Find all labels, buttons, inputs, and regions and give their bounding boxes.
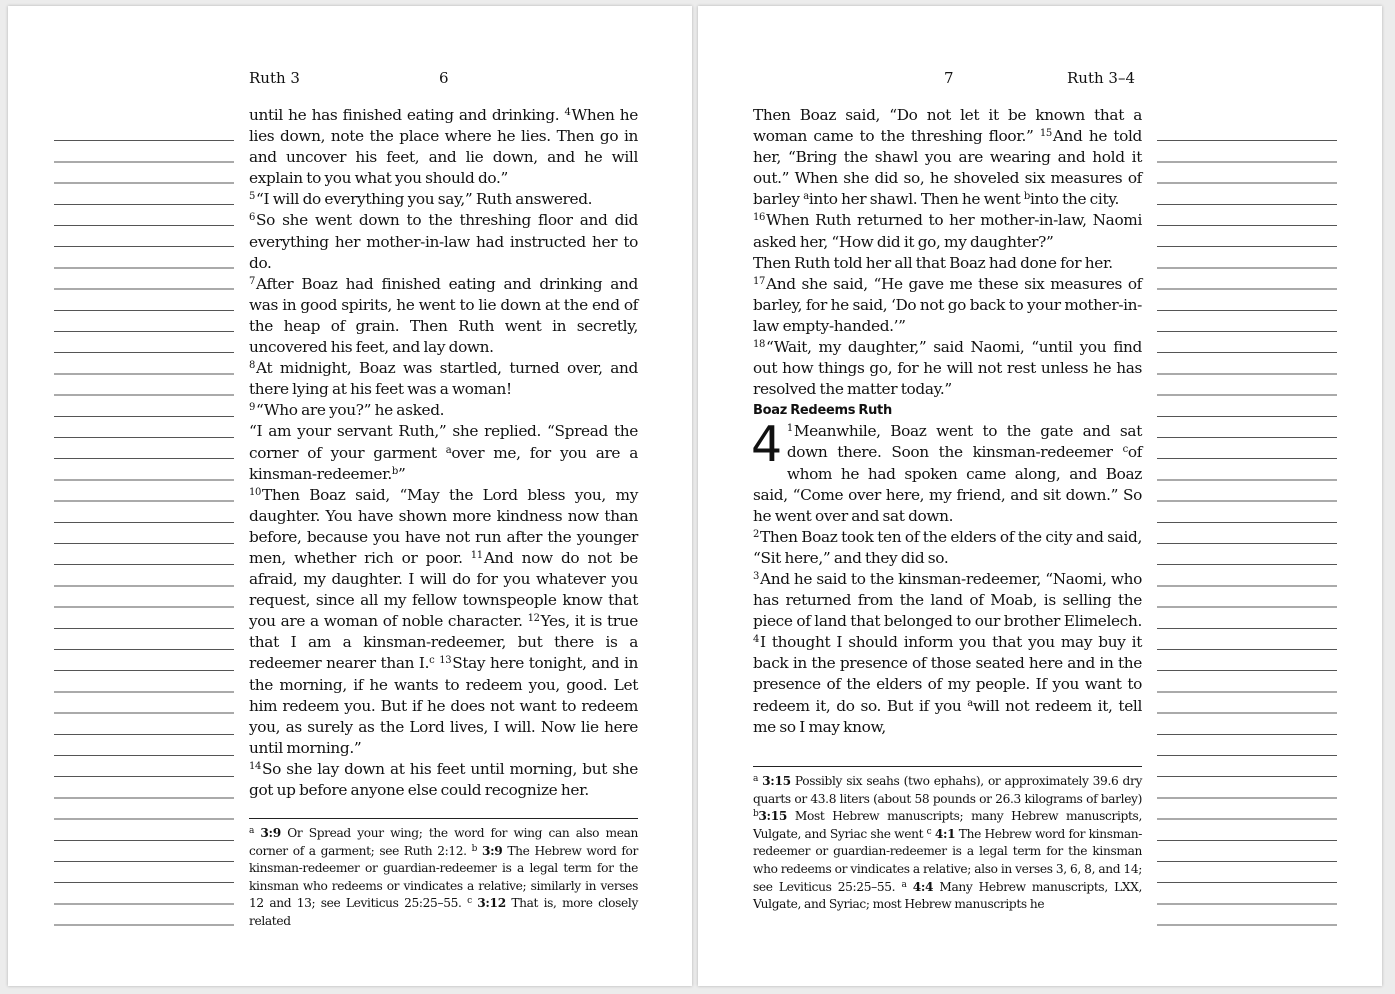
footnote-marker: a [249,826,255,836]
note-lines [54,120,234,930]
text-run: And she said, “He gave me these six measures of barley, for he said, ‘Do not go back to your mother-in-law empty-handed.’” [753,274,1142,335]
verse-number: 13 [439,655,452,667]
verse-number: 4 [564,107,571,118]
footnotes [753,773,1142,914]
text-run: Stay here tonight, and in the morning, if he wants to redeem you, good. Let him redeem you. But if he does not want to redeem you, as surely as the Lord lives, I will. Now lie here until morning.” [249,654,639,757]
text-run: Most Hebrew manuscripts; many Hebrew manuscripts, Vulgate, and Syriac she went [753,809,1142,841]
right-page [698,6,1382,986]
verse-paragraph [249,210,638,273]
footnote-marker: a [967,697,973,709]
verse-number: 9 [249,402,256,414]
text-run: I thought I should inform you that you may buy it back in the presence of those seated here and in the presence of the elders of my people. If you want to redeem it, do so. But if you [753,633,1142,715]
note-lines [1157,120,1337,930]
verse-paragraph [753,337,1142,400]
text-run: And he told her, “Bring the shawl you are wearing and hold it out.” When she did so, he shoveled six measures of barley [753,127,1142,209]
footnote-marker: a [753,774,759,784]
text-run: Then Boaz took ten of the elders of the city and said, “Sit here,” and they did so. [753,527,1142,567]
footnote-reference: 3:15 [758,809,787,824]
text-run: And now do not be afraid, my daughter. I will do for you whatever you request, since all my fellow townspeople know that you are a woman of noble character. [249,548,638,631]
body-paragraphs [249,105,638,801]
verse-number: 18 [753,339,766,351]
footnote-marker: b [391,465,398,477]
footnote-marker: c [467,896,472,907]
verse-paragraph [249,274,638,358]
footnote-marker: b [1023,191,1030,203]
verse-number: 6 [249,212,256,224]
footnote-divider [249,818,638,819]
footnote-marker: c [926,826,932,837]
verse-paragraph [249,189,638,210]
text-run: Then Boaz said, “Do not let it be known that a woman came to the threshing floor.” [753,106,1142,146]
scripture-text [249,105,638,801]
verse-number: 1 [786,423,793,435]
footnote-reference: 3:15 [762,774,791,788]
text-run: When he lies down, note the place where he lies. Then go in and uncover his feet, and lie down, and he will explain to you what you should do.” [249,106,638,188]
footnote-reference: 3:9 [260,826,281,840]
verse-number: 11 [470,549,483,561]
footnote-marker: a [901,879,907,890]
text-run: So she lay down at his feet until morning, but she got up before anyone else could recognize her. [249,759,638,799]
text-run: ” [397,464,406,483]
footnote-marker: b [471,843,478,854]
text-run: into the city. [1029,190,1120,209]
verse-number: 16 [753,212,766,224]
footnote-divider [753,766,1142,767]
left-page [8,6,692,986]
chapter-number: 4 [751,416,782,474]
footnote-reference: 3:9 [482,843,503,858]
text-run: At midnight, Boaz was startled, turned over, and there lying at his feet was a woman! [249,359,638,399]
verse-paragraph [753,253,1142,274]
text-run: Meanwhile, Boaz went to the gate and sat down there. Soon the kinsman-redeemer [786,422,1142,462]
footnote-marker: a [445,444,452,456]
verse-number: 17 [753,275,766,287]
text-run: After Boaz had finished eating and drinking and was in good spirits, he went to lie down at the end of the heap of grain. Then Ruth went in secretly, uncovered his feet, and lay down. [249,274,638,357]
verse-paragraph [249,485,638,759]
verse-paragraph [753,527,1142,569]
verse-number: 2 [753,528,760,540]
verse-number: 3 [753,570,760,582]
page-number: 6 [439,69,449,87]
footnote-marker: c [429,655,435,667]
text-run: Possibly six seahs (two ephahs), or approximately 39.6 dry quarts or 43.8 liters (about 58 pounds or 26.3 kilograms of barley) [753,774,1142,806]
verse-paragraph [753,569,1142,738]
body-paragraphs [751,416,1142,737]
verse-paragraph [751,416,1142,526]
text-run: Or Spread your wing; the word for wing can also mean corner of a garment; see Ruth 2:12. [249,826,639,858]
footnote-reference: 3:12 [477,896,506,911]
verse-paragraph [249,421,638,484]
verse-paragraph [249,400,638,421]
section-heading: Boaz Redeems Ruth [753,403,892,419]
running-head-book: Ruth 3 [249,69,300,87]
verse-number: 7 [249,275,256,287]
text-run: “Who are you?” he asked. [256,401,445,420]
text-run: The Hebrew word for kinsman-redeemer or guardian-redeemer is a legal term for the kinsman who redeems or vindicates a relative; similarly in verses 12 and 13; see Leviticus 25:25–55. [249,843,638,911]
text-run: That is, more closely related [249,896,638,928]
text-run: When Ruth returned to her mother-in-law, Naomi asked her, “How did it go, my daughter?” [753,211,1142,251]
verse-paragraph [249,105,638,189]
footnote-marker: c [1122,444,1128,456]
verse-paragraph [753,210,1142,252]
footnote-marker: a [803,191,809,203]
footnote-reference: 4:4 [912,879,934,894]
scripture-text [753,105,1142,738]
verse-paragraph [753,105,1142,210]
footnote-marker: b [753,809,759,820]
text-run: until he has finished eating and drinking. [249,106,565,124]
text-run: will not redeem it, tell me so I may know, [753,696,1142,736]
text-run: over me, for you are a kinsman-redeemer. [249,443,639,483]
running-head-book: Ruth 3–4 [1067,69,1135,87]
text-run: Yes, it is true that I am a kinsman-redeemer, but there is a redeemer nearer than I. [249,612,638,673]
verse-number: 14 [249,760,262,772]
text-run: Then Ruth told her all that Boaz had done for her. [753,253,1113,272]
verse-paragraph [249,358,638,400]
verse-number: 15 [1039,128,1052,140]
text-run: “Wait, my daughter,” said Naomi, “until you find out how things go, for he will not rest unless he has resolved the matter today.” [753,338,1142,399]
verse-number: 4 [753,634,760,646]
verse-number: 5 [249,191,256,203]
text-run: “I will do everything you say,” Ruth answered. [256,190,593,209]
verse-number: 12 [527,613,540,625]
text-run: of whom he had spoken came along, and Boaz said, “Come over here, my friend, and sit down.” So he went over and sat down. [753,443,1142,525]
verse-number: 8 [249,360,256,372]
text-run: Then Boaz said, “May the Lord bless you, my daughter. You have shown more kindness now than before, because you have not run after the younger men, whether rich or poor. [249,485,638,567]
text-run: So she went down to the threshing floor and did everything her mother-in-law had instructed her to do. [249,211,638,272]
body-paragraphs [753,105,1142,400]
footnote-reference: 4:1 [934,826,956,841]
verse-paragraph [249,759,638,801]
footnotes [249,825,638,931]
text-run: into her shawl. Then he went [808,190,1024,209]
page-number: 7 [944,69,954,87]
verse-number: 10 [249,486,262,498]
text-run: Many Hebrew manuscripts, LXX, Vulgate, and Syriac; most Hebrew manuscripts he [753,879,1142,912]
text-run: The Hebrew word for kinsman-redeemer or guardian-redeemer is a legal term for the kinsman who redeems or vindicates a relative; also in verses 3, 6, 8, and 14; see Leviticus 25:25–55. [753,826,1142,894]
text-run: “I am your servant Ruth,” she replied. “Spread the corner of your garment [249,422,638,462]
text-run: And he said to the kinsman-redeemer, “Naomi, who has returned from the land of Moab, is selling the piece of land that belonged to our brother Elimelech. [753,569,1142,631]
verse-paragraph [753,274,1142,337]
